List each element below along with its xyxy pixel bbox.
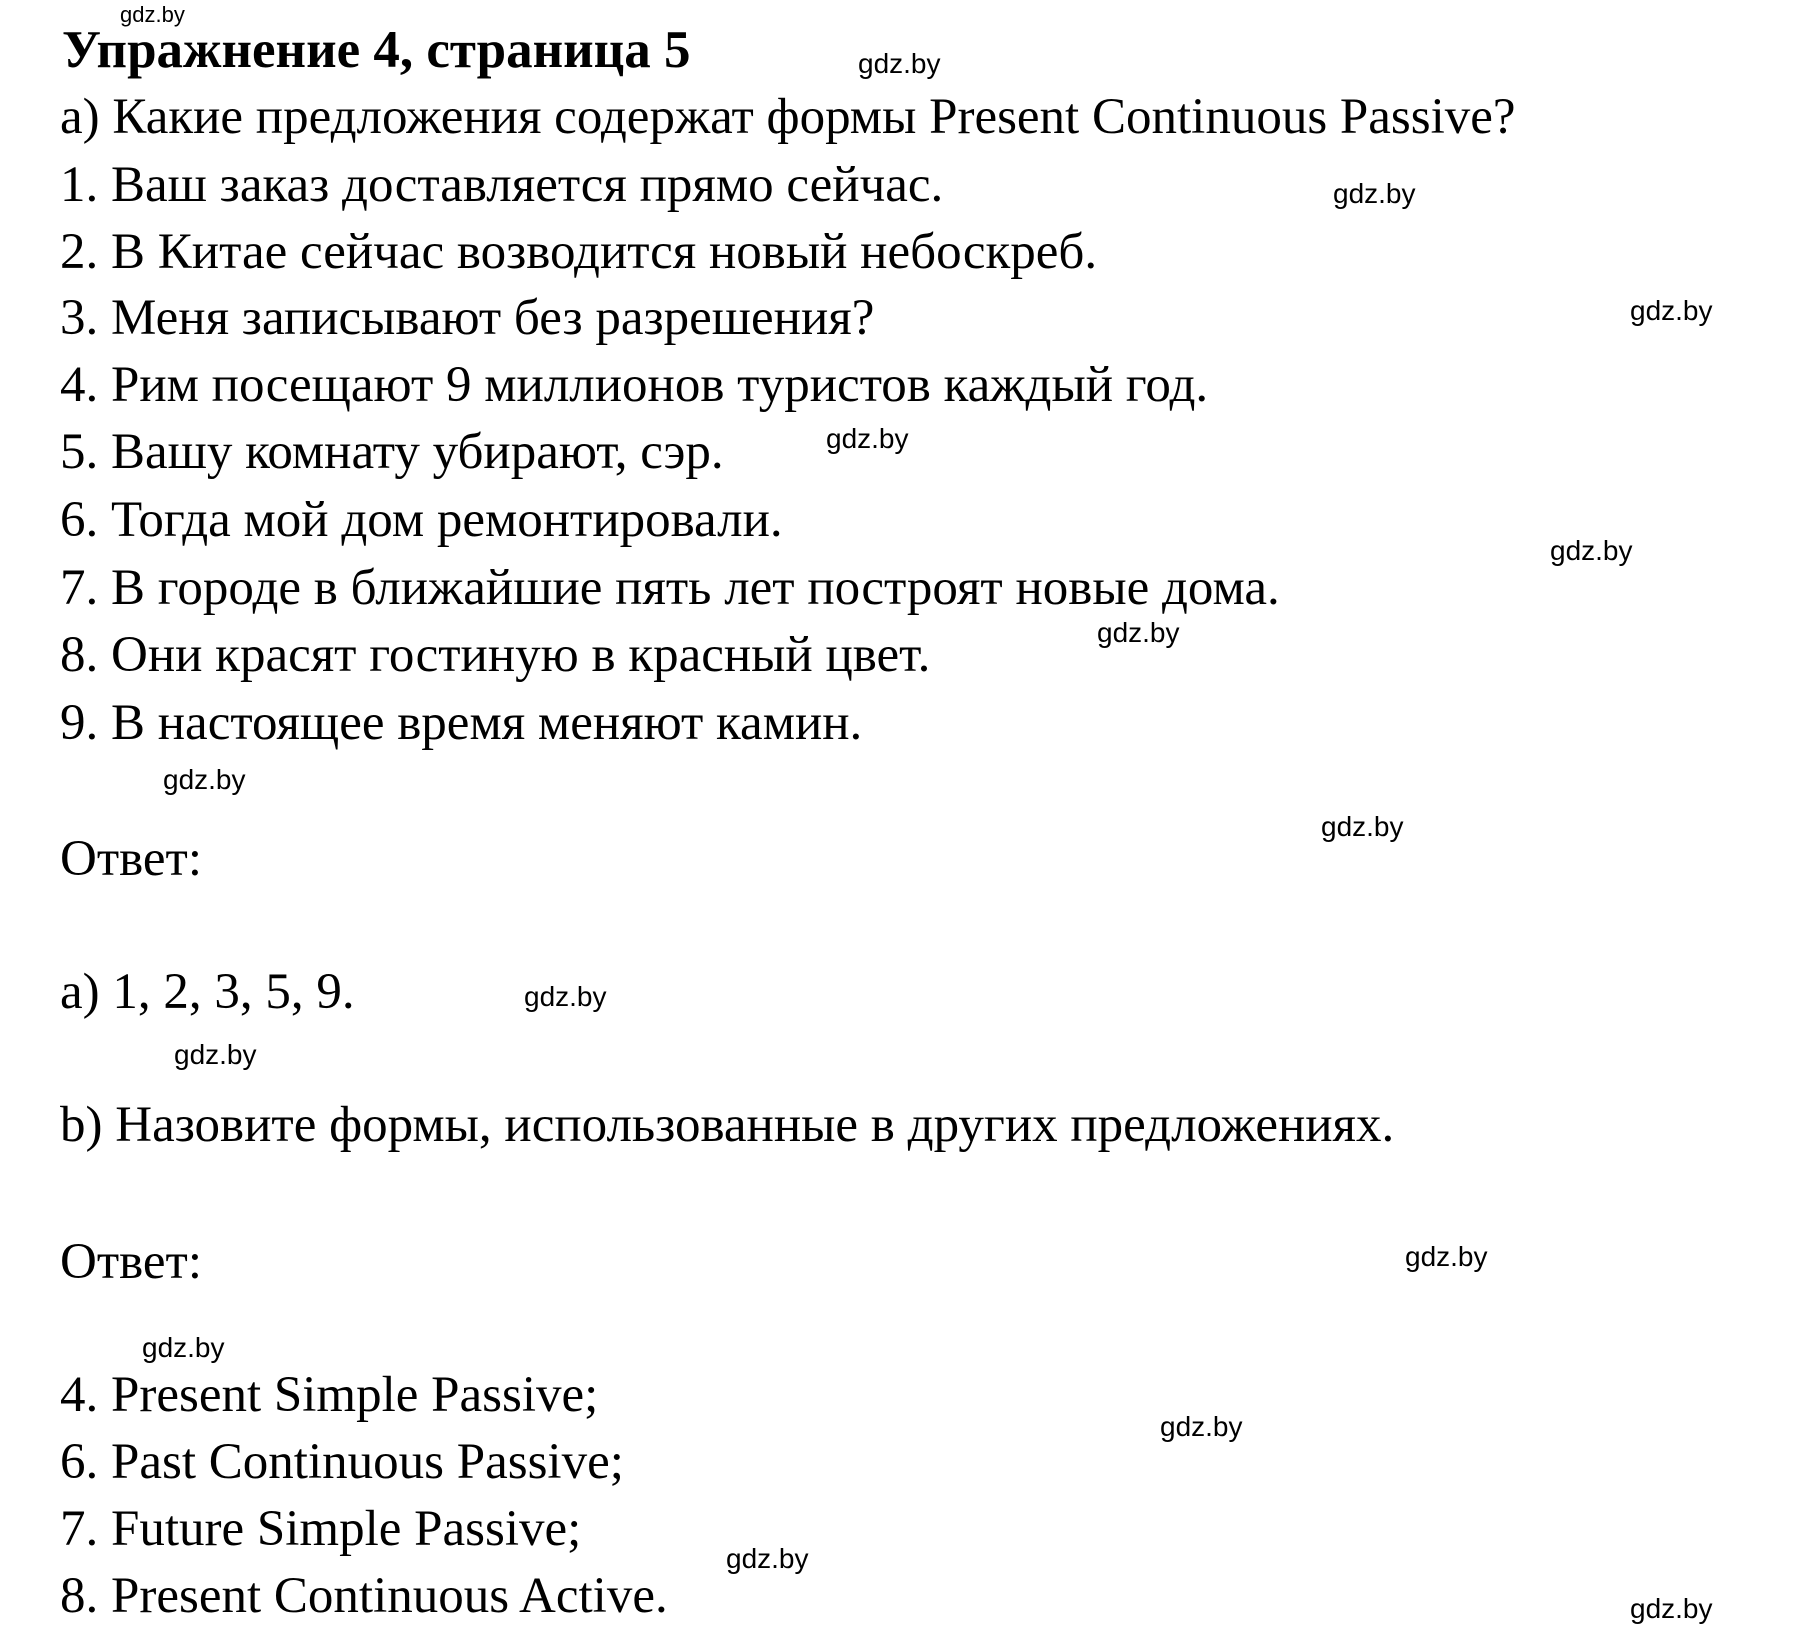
page-title: Упражнение 4, страница 5 bbox=[62, 21, 691, 79]
answer-b-item: 6. Past Continuous Passive; bbox=[60, 1434, 624, 1490]
answer-b-item: 8. Present Continuous Active. bbox=[60, 1568, 668, 1624]
watermark: gdz.by bbox=[142, 1332, 225, 1363]
question-a: a) Какие предложения содержат формы Present Continuous Passive? bbox=[60, 89, 1516, 145]
watermark: gdz.by bbox=[1550, 535, 1633, 566]
watermark: gdz.by bbox=[858, 48, 941, 79]
watermark: gdz.by bbox=[1405, 1241, 1488, 1272]
answer-label: Ответ: bbox=[60, 1234, 202, 1290]
watermark: gdz.by bbox=[174, 1039, 257, 1070]
sentence-item: 6. Тогда мой дом ремонтировали. bbox=[60, 492, 783, 548]
answer-label: Ответ: bbox=[60, 831, 202, 887]
sentence-item: 8. Они красят гостиную в красный цвет. bbox=[60, 627, 931, 683]
watermark: gdz.by bbox=[524, 981, 607, 1012]
question-b: b) Назовите формы, использованные в других предложениях. bbox=[60, 1097, 1395, 1153]
watermark: gdz.by bbox=[1630, 295, 1713, 326]
answer-a: a) 1, 2, 3, 5, 9. bbox=[60, 964, 355, 1020]
watermark: gdz.by bbox=[120, 2, 185, 27]
answer-b-item: 4. Present Simple Passive; bbox=[60, 1367, 599, 1423]
sentence-item: 9. В настоящее время меняют камин. bbox=[60, 695, 863, 751]
sentence-item: 5. Вашу комнату убирают, сэр. bbox=[60, 424, 724, 480]
watermark: gdz.by bbox=[1333, 178, 1416, 209]
answer-b-item: 7. Future Simple Passive; bbox=[60, 1501, 582, 1557]
watermark: gdz.by bbox=[1321, 811, 1404, 842]
watermark: gdz.by bbox=[1097, 617, 1180, 648]
sentence-item: 1. Ваш заказ доставляется прямо сейчас. bbox=[60, 157, 944, 213]
sentence-item: 4. Рим посещают 9 миллионов туристов каждый год. bbox=[60, 357, 1209, 413]
watermark: gdz.by bbox=[1160, 1411, 1243, 1442]
watermark: gdz.by bbox=[1630, 1593, 1713, 1624]
sentence-item: 3. Меня записывают без разрешения? bbox=[60, 290, 875, 346]
watermark: gdz.by bbox=[726, 1543, 809, 1574]
sentence-item: 2. В Китае сейчас возводится новый небоскреб. bbox=[60, 224, 1098, 280]
watermark: gdz.by bbox=[163, 764, 246, 795]
sentence-item: 7. В городе в ближайшие пять лет построят новые дома. bbox=[60, 560, 1280, 616]
watermark: gdz.by bbox=[826, 423, 909, 454]
